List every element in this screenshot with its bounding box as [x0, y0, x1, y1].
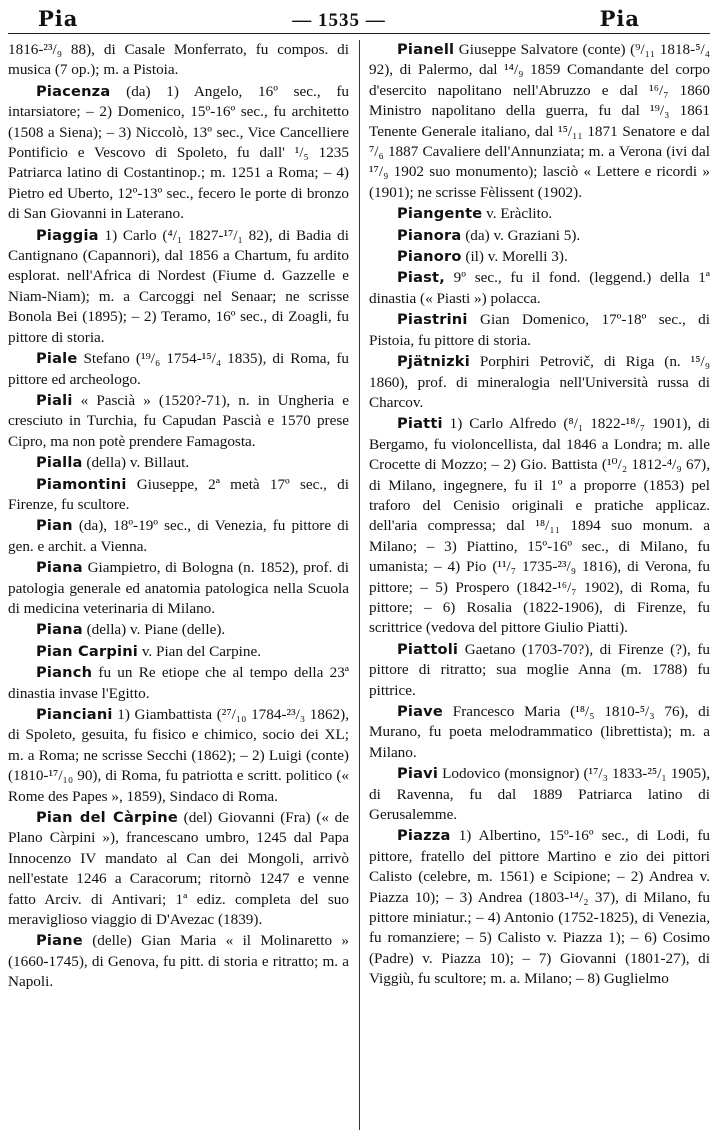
entry-headword: Piatti [397, 415, 443, 433]
dictionary-entry [8, 453, 349, 473]
entry-headword: Piattoli [397, 640, 459, 658]
dictionary-entry [369, 640, 710, 701]
page-header [8, 6, 710, 34]
entry-headword: Piavi [397, 765, 439, 783]
entry-text: « Pascià » (1520?-71), n. in Ungheria e cresciuto in Turchia, fu Capudan Pascià e 1570 prese Cipro, ma non potè prendere Famagosta. [8, 391, 349, 450]
entry-text: Lodovico (monsignor) (¹⁷/₃ 1833-²⁵/₁ 1905), di Ravenna, fu dal 1889 Patriarca latino di Gerusalemme. [369, 765, 710, 824]
entry-headword: Pianell [397, 41, 455, 58]
entry-text: (da) 1) Angelo, 16º sec., fu intarsiatore; – 2) Domenico, 15º-16º sec., fu architetto (1508 a Siena); – 3) Niccolò, 13º sec., Vice Cancelliere Pontificio e Vescovo di Spoleto, fu dall' ¹/₅ 1235 Patriarca latino di Costantinop.; m. 1251 a Roma; – 4) Pietro ed Uberto, 12º-13º sec., fecero le porte di bronzo di San Giovanni in Laterano. [8, 82, 349, 223]
entry-headword: Pianora [397, 226, 462, 244]
entry-text: v. Pian del Carpine. [138, 642, 262, 660]
dictionary-entry [8, 391, 349, 452]
entry-headword: Piana [36, 559, 83, 577]
left-column [8, 40, 349, 1130]
header-left-keyword: Pia [38, 6, 79, 31]
dictionary-entry [369, 764, 710, 825]
entry-text: Porphiri Petrovič, di Riga (n. ¹⁵/₉ 1860), prof. di mineralogia nell'Università russa di Charcov. [369, 353, 710, 411]
entry-text: (il) v. Morelli 3). [461, 248, 568, 266]
dictionary-entry [8, 349, 349, 390]
entry-headword: Pialla [36, 454, 83, 472]
entry-headword: Piazza [397, 827, 451, 845]
entry-headword: Piangente [397, 205, 483, 223]
dictionary-entry [8, 931, 349, 992]
header-right-keyword: Pia [599, 6, 640, 31]
entry-text: 1) Carlo (⁴/₁ 1827-¹⁷/₁ 82), di Badia di Cantignano (Capannori), dal 1856 a Chartum, fu ardito esplorat. nell'Africa di Nordest (Fiume d. Gazzelle e Niam-Niam); m. a Carcoggi nel Senaar; ne scrisse Bonola Bei (1895); – 2) Teramo, 16º sec., di Zoagli, fu pittore di storia. [8, 226, 349, 346]
dictionary-entry [8, 642, 349, 662]
entry-headword: Piast, [397, 269, 445, 287]
entry-text: Stefano (¹⁹/₆ 1754-¹⁵/₄ 1835), di Roma, fu pittore ed archeologo. [8, 350, 349, 388]
entry-text: (da) v. Graziani 5). [461, 226, 581, 244]
dictionary-entry [369, 310, 710, 351]
entry-headword: Pian [36, 517, 73, 535]
dictionary-entry [369, 226, 710, 246]
entry-text: Francesco Maria (¹⁸/₅ 1810-⁵/₃ 76), di Murano, fu poeta melodrammatico (librettista); m. a Milano. [369, 703, 710, 761]
dictionary-entry [8, 475, 349, 516]
dictionary-entry [369, 702, 710, 763]
entry-headword: Piamontini [36, 475, 127, 493]
entry-text: (della) v. Billaut. [82, 454, 190, 472]
page-number: — 1535 — [292, 10, 386, 31]
dictionary-entry [369, 204, 710, 224]
right-column [369, 40, 710, 1130]
entry-headword: Pianciani [36, 706, 113, 723]
entry-text: (della) v. Piane (delle). [82, 621, 226, 639]
entry-text: 1) Albertino, 15º-16º sec., di Lodi, fu pittore, fratello del pittore Martino e zio dei pittori Calisto (celebre, m. 1561) e Scipione; – 2) Andrea v. Piazza 10); – 3) Andrea (1803-¹⁴/₂ 37), di Milano, fu pittore miniatur.; – 4) Antonio (1752-1825), di Venezia, fu romanziere; – 5) Calisto v. Piazza 1); – 6) Cosimo (Padre) v. Piazza 10); – 7) Giovanni (1801-27), di Viggiù, fu scultore; m. a. Milano; – 8) Guglielmo [369, 827, 710, 988]
entry-headword: Piacenza [36, 82, 111, 100]
dictionary-entry [369, 826, 710, 989]
entry-headword: Pianch [36, 664, 93, 682]
entry-headword: Piaggia [36, 226, 99, 244]
dictionary-entry [369, 40, 710, 203]
dictionary-entry [8, 226, 349, 348]
dictionary-entry [369, 414, 710, 638]
entry-text: Giuseppe, 2ª metà 17º sec., di Firenze, fu scultore. [8, 475, 349, 513]
two-column-body [8, 40, 710, 1130]
entry-text: (del) Giovanni (Fra) (« de Plano Càrpini »), francescano umbro, 1245 dal Papa Innocenzo IV mandato al Can dei Mongoli, arrivò nell'estate 1246 a Caracorum; ritornò 1247 e venne fatto Arciv. di Antivari; 1ª ediz. completa del suo meraviglioso viaggio di D'Avezac (1839). [8, 809, 349, 929]
entry-text: (da), 18º-19º sec., di Venezia, fu pittore di gen. e archit. a Vienna. [8, 517, 349, 555]
entry-text: Giuseppe Salvatore (conte) (⁹/₁₁ 1818-⁵/₄ 92), di Palermo, dal ¹⁴/₉ 1859 Comandante del corpo d'esercito napolitano nell'Abruzzo e dal ¹⁶/₇ 1860 Ministro napolitano della guerra, fu dal ¹⁹/₃ 1861 Tenente Generale italiano, dal ¹⁵/₁₁ 1871 Senatore e dal ⁷/₆ 1887 Cavaliere dell'Annunziata; m. a Verona (ivi dal ¹⁷/₉ 1902 suo monumento); lasciò « Lettere e ricordi » (1901); ne scrisse Fèlissent (1902). [369, 41, 710, 201]
dictionary-entry [8, 558, 349, 619]
dictionary-entry [8, 705, 349, 807]
entry-headword: Piana [36, 621, 83, 639]
column-divider [359, 40, 360, 1130]
entry-headword: Piave [397, 703, 443, 720]
entry-headword: Pian del Càrpine [36, 809, 178, 827]
dictionary-entry [369, 268, 710, 309]
dictionary-entry [8, 620, 349, 640]
entry-headword: Piane [36, 932, 83, 950]
entry-headword: Piali [36, 391, 73, 409]
dictionary-entry [8, 808, 349, 930]
entry-headword: Pian Carpini [36, 642, 139, 660]
dictionary-entry [8, 82, 349, 225]
entry-text: Giampietro, di Bologna (n. 1852), prof. di patologia generale ed anatomia patologica nella Scuola di medicina veterinaria di Milano. [8, 559, 349, 617]
dictionary-entry [369, 352, 710, 413]
entry-text: v. Eràclito. [482, 205, 553, 223]
entry-headword: Pjätnizki [397, 353, 470, 371]
dictionary-entry [8, 516, 349, 557]
entry-headword: Piastrini [397, 311, 468, 329]
entry-headword: Pianoro [397, 248, 462, 266]
entry-text: Gian Domenico, 17º-18º sec., di Pistoia, fu pittore di storia. [369, 311, 710, 349]
continuation-text: 1816-²³/₉ 88), di Casale Monferrato, fu compos. di musica (7 op.); m. a Pistoia. [8, 41, 349, 79]
dictionary-entry [8, 663, 349, 704]
entry-headword: Piale [36, 350, 78, 368]
entry-text: Gaetano (1703-70?), di Firenze (?), fu pittore di ritratto; sua moglie Anna (m. 1788) fu pittrice. [369, 640, 710, 699]
dictionary-entry [369, 247, 710, 267]
entry-text: 1) Carlo Alfredo (⁸/₁ 1822-¹⁸/₇ 1901), di Bergamo, fu violoncellista, dal 1846 a Londra; m. alle Crocette di Mozzo; – 2) Gio. Battista (¹⁰/₂ 1812-⁴/₉ 67), di Milano, ingegnere, fu il 1º a proporre (1853) pel traforo del Cenisio originali e pratiche applicaz. dell'aria compressa; dal ¹⁸/₁₁ 1894 suo monum. a Milano; – 3) Piattino, 15º-16º sec., di Milano, fu umanista; – 4) Pio (¹¹/₇ 1735-²³/₉ 1816), di Verona, fu pittore; – 5) Prospero (1842-¹⁶/₇ 1902), di Roma, fu pittore; – 6) Rosalia (1822-1906), di Firenze, fu scrittrice (vedova del pittore Giulio Piatti). [369, 415, 710, 637]
entry-text: (delle) Gian Maria « il Molinaretto » (1660-1745), di Genova, fu pitt. di storia e ritratto; m. a Napoli. [8, 932, 349, 991]
entry-text: 9º sec., fu il fond. (leggend.) della 1ª dinastia (« Piasti ») polacca. [369, 269, 710, 307]
entry-text: 1) Giambattista (²⁷/₁₀ 1784-²³/₃ 1862), di Spoleto, gesuita, fu fisico e chimico, socio dei XL; m. a Roma; ne scrisse Secchi (1862); – 2) Luigi (conte) (1810-¹⁷/₁₀ 90), di Roma, fu patriotta e scritt. politico (« Rome des Papes », 1859), Sindaco di Roma. [8, 706, 349, 805]
entry-text: fu un Re etiope che al tempo della 23ª dinastia invase l'Egitto. [8, 664, 349, 702]
